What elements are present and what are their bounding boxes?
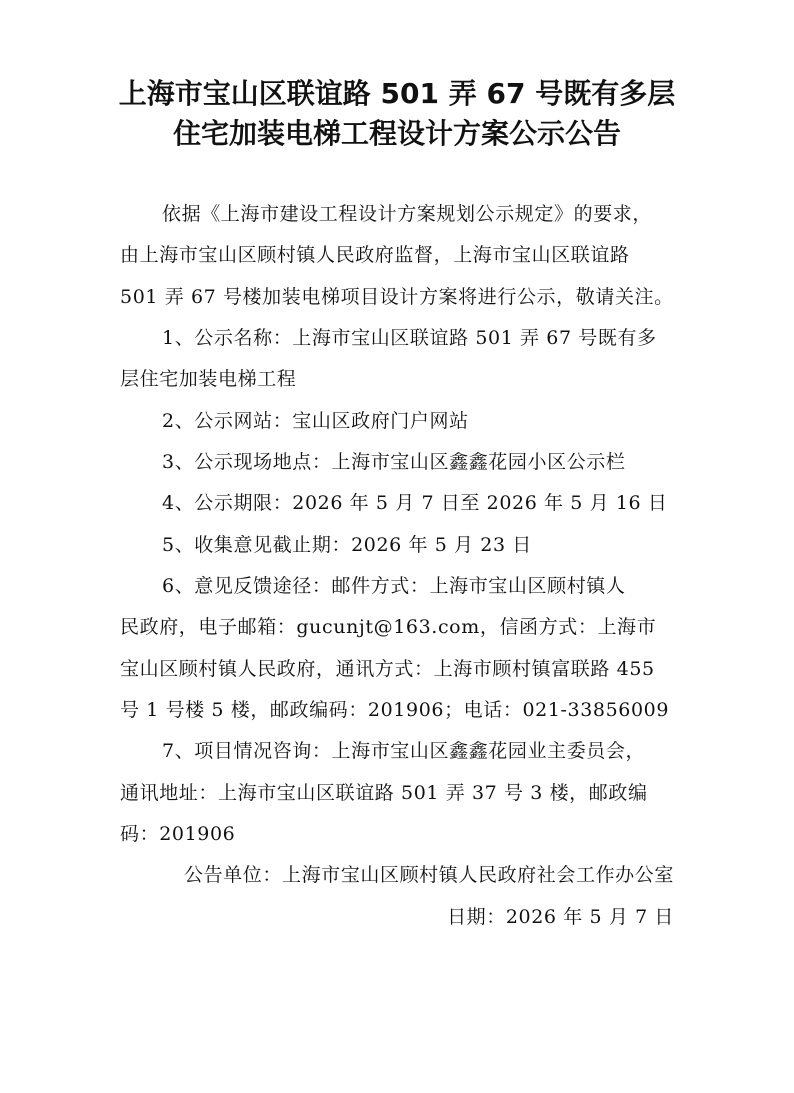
document-title-line-2: 住宅加装电梯工程设计方案公示公告 [172, 117, 621, 150]
item-7-consult-line-2: 通讯地址：上海市宝山区联谊路 501 弄 37 号 3 楼，邮政编 [120, 782, 648, 804]
item-7-consult-line-3: 码：201906 [120, 823, 236, 845]
issuer-line: 公告单位：上海市宝山区顾村镇人民政府社会工作办公室 [183, 864, 674, 886]
item-6-feedback-line-2: 民政府，电子邮箱：gucunjt@163.com，信函方式：上海市 [120, 616, 657, 638]
item-6-feedback-line-4: 号 1 号楼 5 楼，邮政编码：201906；电话：021-33856009 [120, 699, 670, 721]
item-2-website: 2、公示网站：宝山区政府门户网站 [162, 410, 469, 432]
intro-line-1: 依据《上海市建设工程设计方案规划公示规定》的要求， [162, 203, 653, 225]
intro-line-3: 501 弄 67 号楼加装电梯项目设计方案将进行公示，敬请关注。 [120, 286, 674, 308]
item-5-deadline: 5、收集意见截止期：2026 年 5 月 23 日 [162, 534, 532, 556]
item-6-feedback-line-3: 宝山区顾村镇人民政府，通讯方式：上海市顾村镇富联路 455 [120, 658, 655, 680]
item-7-consult-line-1: 7、项目情况咨询：上海市宝山区鑫鑫花园业主委员会， [162, 740, 646, 762]
intro-line-2: 由上海市宝山区顾村镇人民政府监督，上海市宝山区联谊路 [120, 244, 630, 266]
item-4-period: 4、公示期限：2026 年 5 月 7 日至 2026 年 5 月 16 日 [162, 492, 668, 514]
date-line: 日期：2026 年 5 月 7 日 [447, 906, 674, 928]
item-3-location: 3、公示现场地点：上海市宝山区鑫鑫花园小区公示栏 [162, 451, 626, 473]
document-title-line-1: 上海市宝山区联谊路 501 弄 67 号既有多层 [118, 77, 676, 110]
item-1-name-line-1: 1、公示名称：上海市宝山区联谊路 501 弄 67 号既有多 [162, 327, 657, 349]
item-6-feedback-line-1: 6、意见反馈途径：邮件方式：上海市宝山区顾村镇人 [162, 575, 626, 597]
item-1-name-line-2: 层住宅加装电梯工程 [120, 368, 297, 390]
